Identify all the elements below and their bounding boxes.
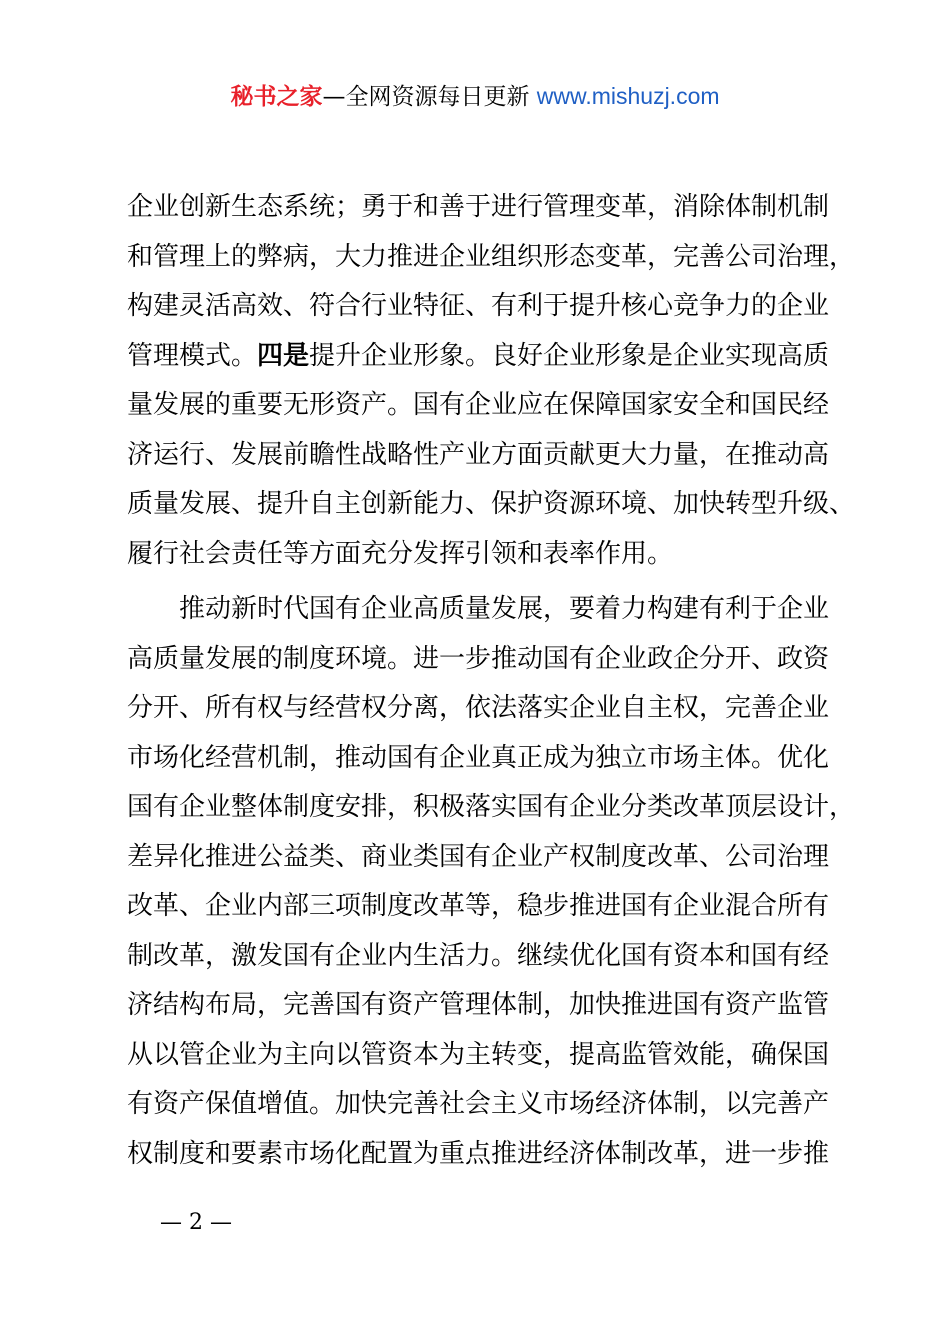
text-line: 和管理上的弊病，大力推进企业组织形态变革，完善公司治理， xyxy=(127,241,856,272)
text-line: 国有企业整体制度安排，积极落实国有企业分类改革顶层设计， xyxy=(127,792,856,822)
text-line: 制改革，激发国有企业内生活力。继续优化国有资本和国有经 xyxy=(127,940,830,971)
text-line: 权制度和要素市场化配置为重点推进经济体制改革，进一步推 xyxy=(127,1138,830,1169)
text-line: 济运行、发展前瞻性战略性产业方面贡献更大力量，在推动高 xyxy=(127,439,830,470)
emphasis-text: 四是 xyxy=(257,340,310,371)
text-line: 从以管企业为主向以管资本为主转变，提高监管效能，确保国 xyxy=(127,1039,830,1070)
text-line: 履行社会责任等方面充分发挥引领和表率作用。 xyxy=(127,538,674,569)
paragraph-first-line: 推动新时代国有企业高质量发展，要着力构建有利于企业 xyxy=(179,594,830,624)
document-body xyxy=(127,183,856,1179)
text-line: 分开、所有权与经营权分离，依法落实企业自主权，完善企业 xyxy=(127,693,830,723)
page-number: — 2 — xyxy=(160,1210,232,1235)
text-line: 质量发展、提升自主创新能力、保护资源环境、加快转型升级、 xyxy=(127,489,856,519)
text-line: 构建灵活高效、符合行业特征、有利于提升核心竞争力的企业 xyxy=(127,291,830,321)
header-tagline: —全网资源每日更新 xyxy=(322,84,530,110)
text-line: 济结构布局，完善国有资产管理体制，加快推进国有资产监管 xyxy=(127,990,830,1020)
brand-name: 秘书之家 xyxy=(230,84,323,110)
text-line xyxy=(127,332,837,382)
text-line: 有资产保值增值。加快完善社会主义市场经济体制，以完善产 xyxy=(127,1089,830,1119)
site-header xyxy=(0,79,950,114)
text-line: 量发展的重要无形资产。国有企业应在保障国家安全和国民经 xyxy=(127,390,830,420)
text-line: 差异化推进公益类、商业类国有企业产权制度改革、公司治理 xyxy=(127,841,830,872)
site-url-link[interactable]: www.mishuzj.com xyxy=(536,83,720,109)
text-line: 高质量发展的制度环境。进一步推动国有企业政企分开、政资 xyxy=(127,643,830,674)
text-segment: 管理模式。 xyxy=(127,340,258,371)
text-line: 企业创新生态系统；勇于和善于进行管理变革，消除体制机制 xyxy=(127,192,830,222)
text-line: 改革、企业内部三项制度改革等，稳步推进国有企业混合所有 xyxy=(127,891,830,921)
text-line: 市场化经营机制，推动国有企业真正成为独立市场主体。优化 xyxy=(127,742,830,773)
text-segment: 提升企业形象。良好企业形象是企业实现高质 xyxy=(309,340,830,371)
